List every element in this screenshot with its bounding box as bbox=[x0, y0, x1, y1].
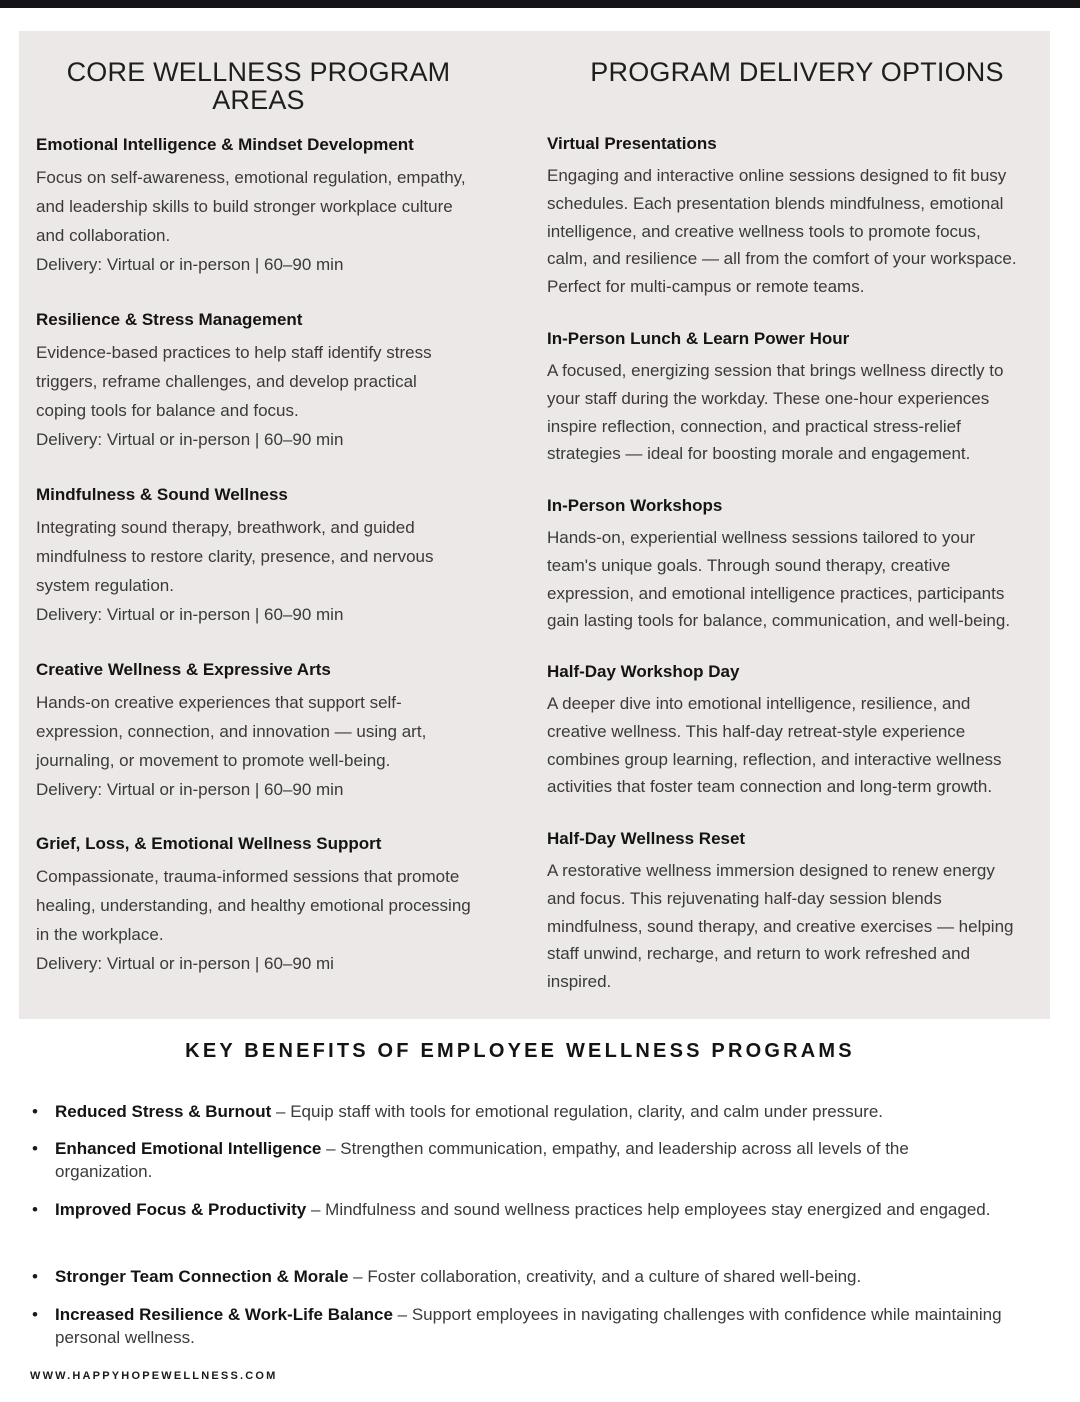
delivery-option-title: In-Person Workshops bbox=[547, 496, 723, 515]
description-line: A restorative wellness immersion designed to renew energy bbox=[547, 861, 995, 880]
core-area-description bbox=[36, 338, 432, 425]
bullet-icon: • bbox=[32, 1139, 38, 1158]
core-area-delivery: Delivery: Virtual or in-person | 60–90 min bbox=[36, 430, 344, 449]
website-link[interactable]: WWW.HAPPYHOPEWELLNESS.COM bbox=[30, 1370, 278, 1382]
description-line: and leadership skills to build stronger workplace culture bbox=[36, 197, 453, 216]
core-area-item bbox=[36, 660, 426, 804]
description-line: inspired. bbox=[547, 972, 612, 992]
delivery-option-item bbox=[547, 496, 1010, 635]
delivery-option-description bbox=[547, 162, 1017, 301]
core-area-item bbox=[36, 135, 466, 279]
core-areas-column bbox=[36, 31, 516, 973]
benefit-label: Stronger Team Connection & Morale bbox=[55, 1267, 349, 1286]
delivery-option-description bbox=[547, 357, 1003, 468]
delivery-option-title: In-Person Lunch & Learn Power Hour bbox=[547, 329, 850, 348]
bullet-icon: • bbox=[32, 1200, 38, 1219]
delivery-option-description bbox=[547, 690, 1002, 801]
delivery-option-item bbox=[547, 329, 1003, 468]
description-line: combines group learning, reflection, and interactive wellness bbox=[547, 749, 1002, 769]
description-line: creative wellness. This half-day retreat-style experience bbox=[547, 721, 966, 741]
benefit-label: Increased Resilience & Work-Life Balance bbox=[55, 1305, 393, 1324]
core-area-item bbox=[36, 310, 432, 454]
benefit-item bbox=[30, 1198, 1010, 1221]
description-line: mindfulness to restore clarity, presence, and nervous bbox=[36, 547, 434, 566]
core-area-title: Resilience & Stress Management bbox=[36, 310, 303, 329]
description-line: coping tools for balance and focus. bbox=[36, 401, 299, 420]
benefit-text: – Support employees in navigating challenges with confidence while maintaining personal wellness. bbox=[55, 1305, 1002, 1347]
description-line: expression, and emotional intelligence practices, participants bbox=[547, 583, 1005, 603]
description-line: Engaging and interactive online sessions designed to fit busy bbox=[547, 166, 1007, 185]
delivery-option-description bbox=[547, 524, 1010, 635]
description-line: in the workplace. bbox=[36, 925, 164, 944]
core-area-description bbox=[36, 513, 434, 600]
benefit-label: Improved Focus & Productivity bbox=[55, 1200, 307, 1219]
delivery-option-item bbox=[547, 662, 1002, 801]
core-area-title: Mindfulness & Sound Wellness bbox=[36, 485, 288, 504]
delivery-option-item bbox=[547, 134, 1017, 301]
description-line: staff unwind, recharge, and return to work refreshed and bbox=[547, 944, 971, 964]
description-line: inspire reflection, connection, and practical stress-relief bbox=[547, 416, 961, 436]
benefit-label: Reduced Stress & Burnout bbox=[55, 1102, 272, 1121]
description-line: Hands-on, experiential wellness sessions tailored to your bbox=[547, 528, 976, 547]
description-line: Perfect for multi-campus or remote teams. bbox=[547, 277, 865, 297]
benefit-text: – Strengthen communication, empathy, and leadership across all levels of the organization. bbox=[55, 1139, 909, 1181]
bullet-icon: • bbox=[32, 1267, 38, 1286]
benefit-text: – Foster collaboration, creativity, and a culture of shared well-being. bbox=[348, 1267, 862, 1286]
core-areas-title-text: CORE WELLNESS PROGRAM AREAS bbox=[66, 57, 451, 115]
description-line: Hands-on creative experiences that support self- bbox=[36, 693, 402, 712]
core-area-item bbox=[36, 485, 434, 629]
description-line: Evidence-based practices to help staff identify stress bbox=[36, 343, 432, 362]
programs-panel bbox=[19, 31, 1050, 1019]
description-line: and focus. This rejuvenating half-day session blends bbox=[547, 888, 942, 908]
description-line: calm, and resilience — all from the comfort of your workspace. bbox=[547, 249, 1017, 269]
delivery-option-item bbox=[547, 829, 1014, 996]
core-area-title: Creative Wellness & Expressive Arts bbox=[36, 660, 331, 679]
benefit-item bbox=[30, 1303, 1010, 1349]
description-line: Integrating sound therapy, breathwork, and guided bbox=[36, 518, 415, 537]
delivery-options-column bbox=[547, 31, 1047, 992]
delivery-option-title: Half-Day Wellness Reset bbox=[547, 829, 746, 848]
description-line: healing, understanding, and healthy emotional processing bbox=[36, 896, 471, 915]
benefit-item bbox=[30, 1137, 1010, 1183]
description-line: strategies — ideal for boosting morale and engagement. bbox=[547, 444, 971, 464]
description-line: A focused, energizing session that brings wellness directly to bbox=[547, 361, 1004, 380]
description-line: Focus on self-awareness, emotional regulation, empathy, bbox=[36, 168, 466, 187]
benefit-item bbox=[30, 1265, 1010, 1288]
description-line: intelligence, and creative wellness tools to promote focus, bbox=[547, 221, 981, 241]
description-line: system regulation. bbox=[36, 576, 174, 595]
description-line: schedules. Each presentation blends mindfulness, emotional bbox=[547, 193, 1004, 213]
core-areas-title bbox=[36, 58, 481, 114]
bullet-icon: • bbox=[32, 1102, 38, 1121]
benefits-title: KEY BENEFITS OF EMPLOYEE WELLNESS PROGRAMS bbox=[185, 1040, 855, 1062]
description-line: triggers, reframe challenges, and develop practical bbox=[36, 372, 417, 391]
benefit-text: – Equip staff with tools for emotional regulation, clarity, and calm under pressure. bbox=[271, 1102, 883, 1121]
description-line: activities that foster team connection and long-term growth. bbox=[547, 777, 993, 797]
delivery-option-description bbox=[547, 857, 1014, 996]
top-bar bbox=[0, 0, 1080, 8]
core-area-description bbox=[36, 163, 466, 250]
delivery-options-title-text: PROGRAM DELIVERY OPTIONS bbox=[590, 57, 1004, 87]
core-area-delivery: Delivery: Virtual or in-person | 60–90 mi bbox=[36, 954, 334, 973]
bullet-icon: • bbox=[32, 1305, 38, 1324]
delivery-option-title: Half-Day Workshop Day bbox=[547, 662, 740, 681]
core-area-title: Grief, Loss, & Emotional Wellness Support bbox=[36, 834, 382, 853]
description-line: and collaboration. bbox=[36, 226, 171, 245]
core-area-delivery: Delivery: Virtual or in-person | 60–90 min bbox=[36, 605, 344, 624]
core-area-title: Emotional Intelligence & Mindset Development bbox=[36, 135, 414, 154]
description-line: journaling, or movement to promote well-being. bbox=[36, 751, 391, 770]
core-area-delivery: Delivery: Virtual or in-person | 60–90 min bbox=[36, 780, 344, 799]
delivery-options-title bbox=[547, 58, 1047, 114]
core-area-delivery: Delivery: Virtual or in-person | 60–90 min bbox=[36, 255, 344, 274]
description-line: A deeper dive into emotional intelligence, resilience, and bbox=[547, 694, 971, 713]
description-line: Compassionate, trauma-informed sessions that promote bbox=[36, 867, 460, 886]
description-line: team's unique goals. Through sound therapy, creative bbox=[547, 555, 951, 575]
benefit-text: – Mindfulness and sound wellness practices help employees stay energized and engaged. bbox=[306, 1200, 991, 1219]
core-area-item bbox=[36, 834, 471, 978]
description-line: your staff during the workday. These one-hour experiences bbox=[547, 388, 990, 408]
benefit-label: Enhanced Emotional Intelligence bbox=[55, 1139, 322, 1158]
description-line: expression, connection, and innovation — using art, bbox=[36, 722, 427, 741]
delivery-option-title: Virtual Presentations bbox=[547, 134, 717, 153]
description-line: mindfulness, sound therapy, and creative exercises — helping bbox=[547, 916, 1014, 936]
core-area-description bbox=[36, 688, 426, 775]
description-line: gain lasting tools for balance, communication, and well-being. bbox=[547, 611, 1011, 631]
benefit-item bbox=[30, 1100, 1010, 1123]
core-area-description bbox=[36, 862, 471, 949]
